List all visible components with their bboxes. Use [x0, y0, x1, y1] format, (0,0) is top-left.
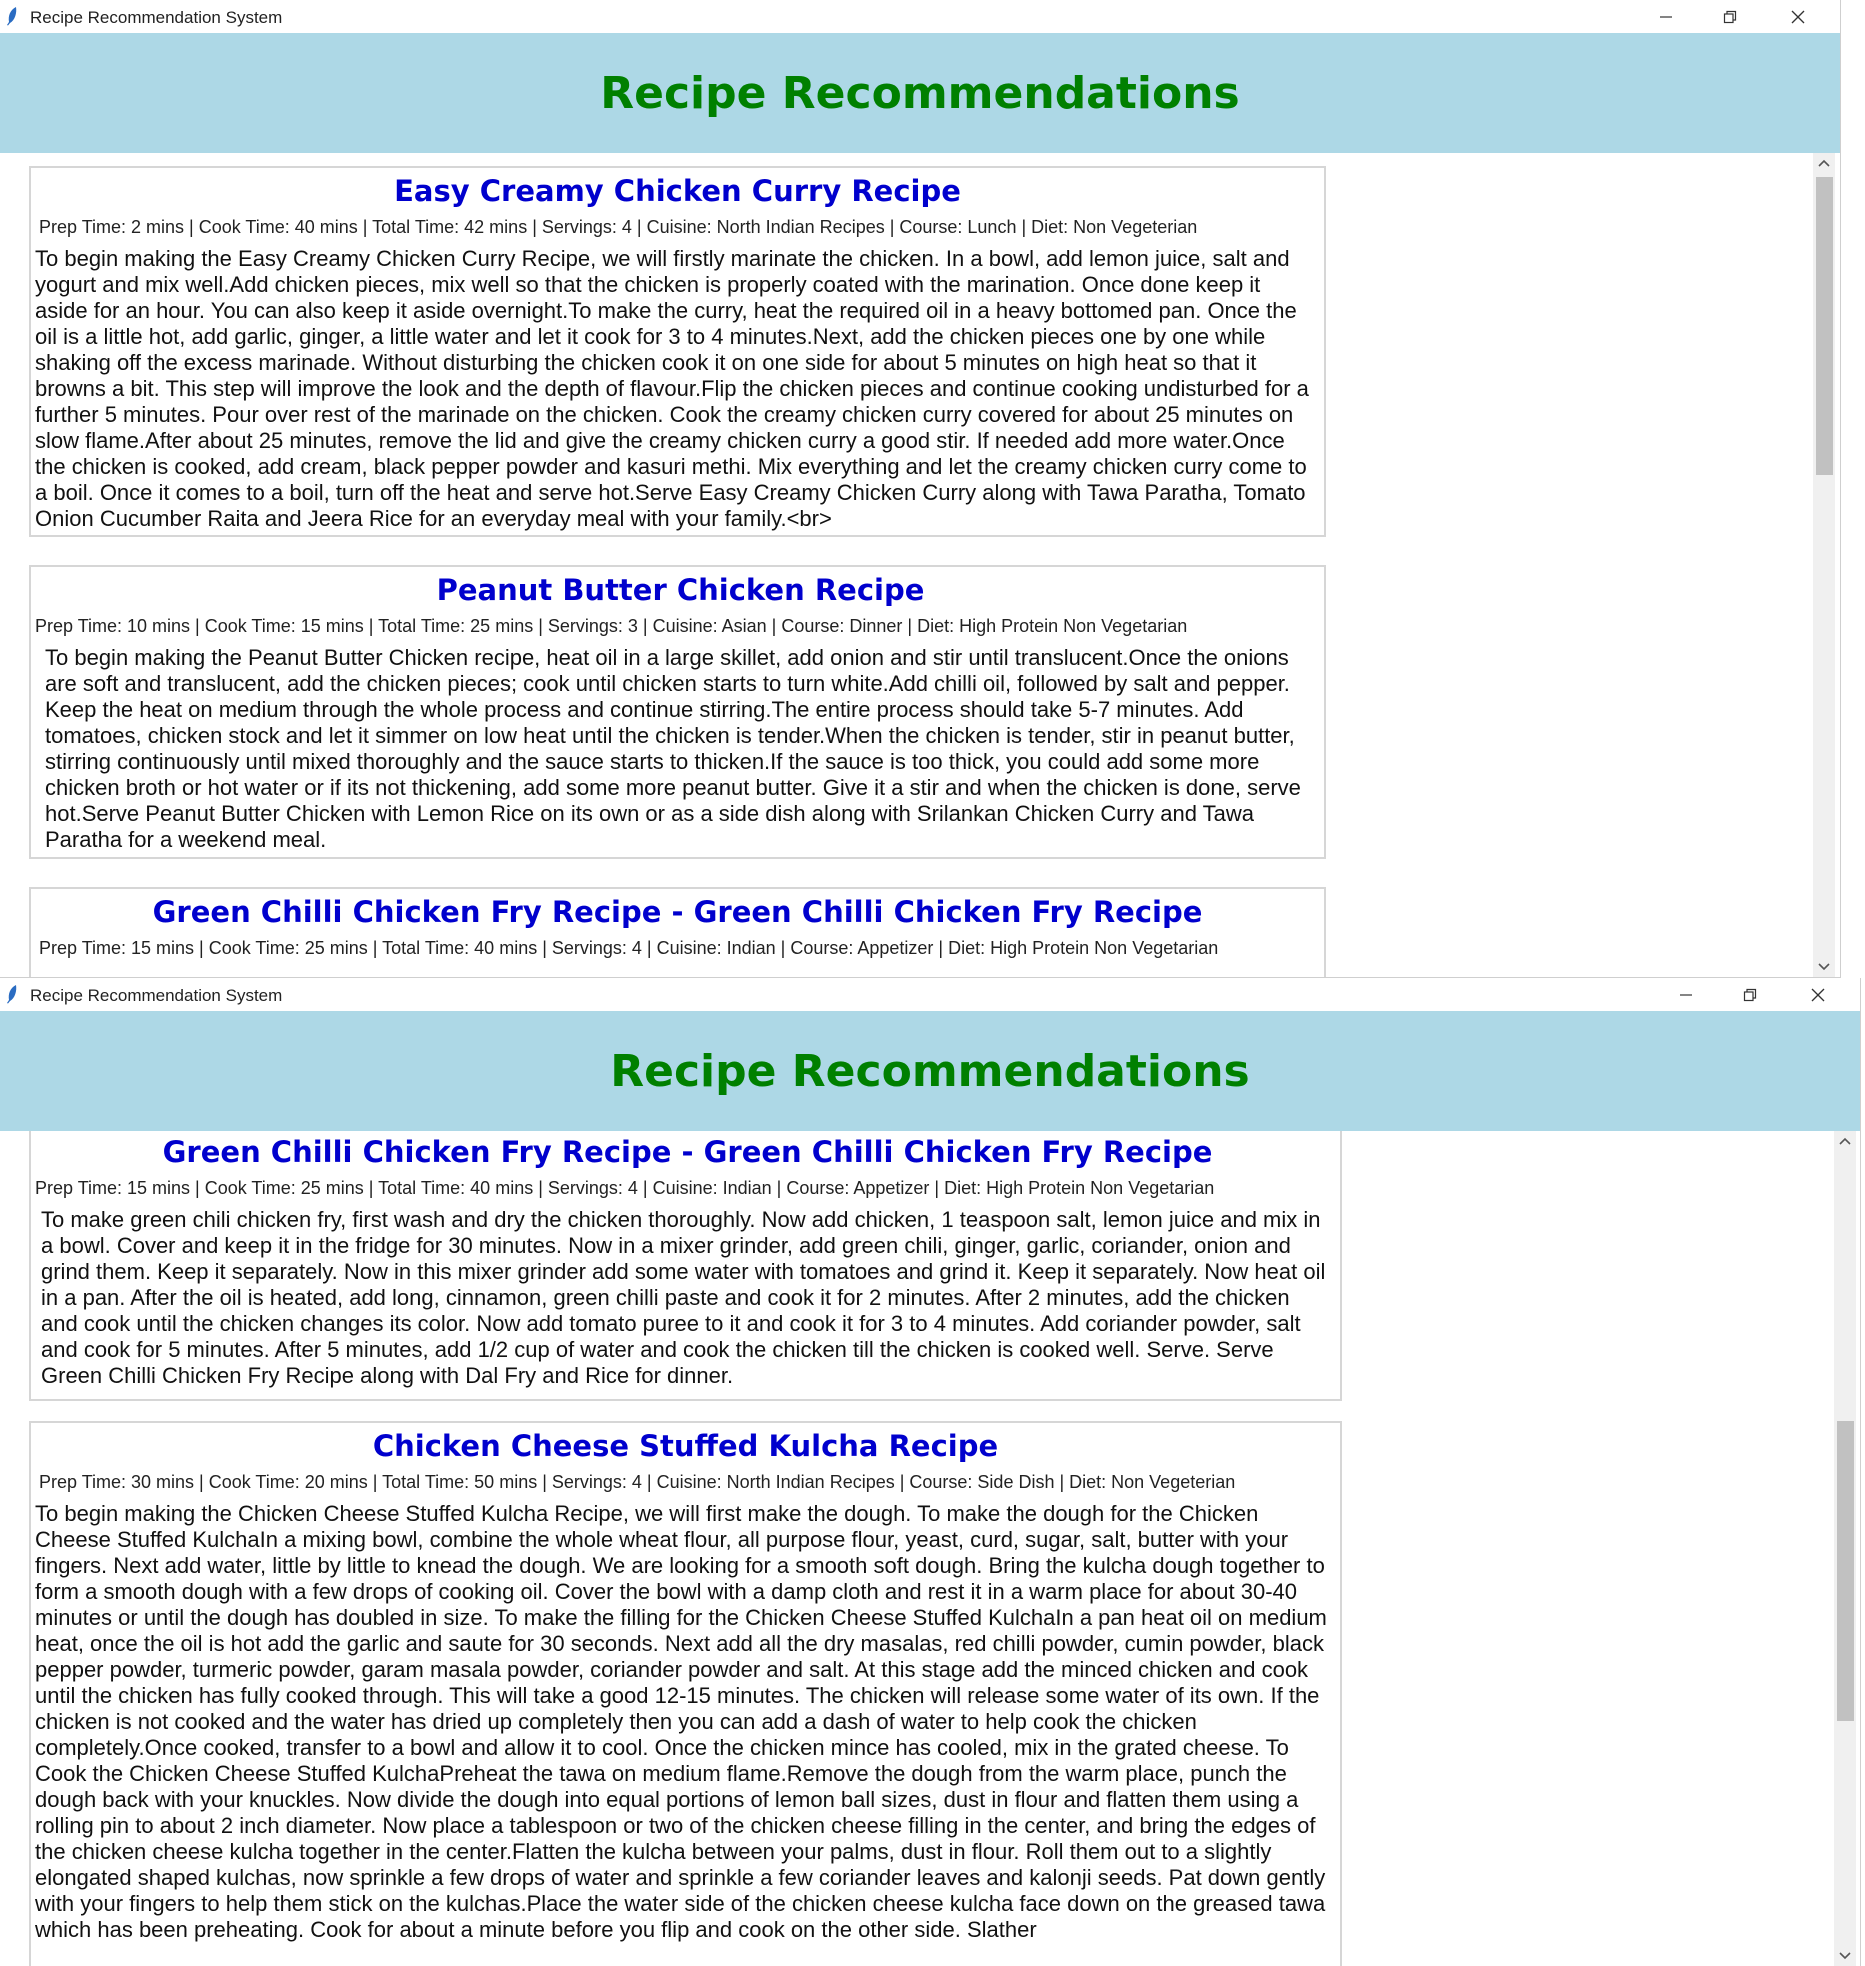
- chevron-down-icon: [1818, 963, 1830, 971]
- title-bar[interactable]: [0, 0, 1840, 33]
- scrollbar-thumb[interactable]: [1837, 1421, 1854, 1721]
- recipe-meta: Prep Time: 2 mins | Cook Time: 40 mins | Total Time: 42 mins | Servings: 4 | Cuisine: North Indian Recipes | Course: Lunch | Diet: Non Vegeterian: [39, 217, 1198, 237]
- restore-icon: [1723, 10, 1737, 24]
- scroll-down-button[interactable]: [1813, 957, 1835, 977]
- feather-icon: [6, 984, 18, 1004]
- recipe-card: [29, 1421, 1342, 1966]
- scroll-down-button[interactable]: [1834, 1946, 1856, 1966]
- recipe-title: Peanut Butter Chicken Recipe: [436, 573, 925, 607]
- chevron-up-icon: [1818, 159, 1830, 167]
- recipe-description: To begin making the Easy Creamy Chicken Curry Recipe, we will firstly marinate the chicken. In a bowl, add lemon juice, salt and yogurt and mix well.Add chicken pieces, mix well so that the chicken is properly coated with the marination. Once done keep it aside for an hour. You can also keep it aside overnight.To make the curry, heat the required oil in a heavy bottomed pan. Once the oil is a little hot, add garlic, ginger, a little water and let it cook for 3 to 4 minutes.Next, add the chicken pieces one by one while shaking off the excess marinade. Without disturbing the chicken cook it on one side for about 5 minutes on high heat so that it browns a bit. This step will improve the look and the depth of flavour.Flip the chicken pieces and continue cooking undisturbed for a further 5 minutes. Pour over rest of the marinade on the chicken. Cook the creamy chicken curry covered for about 25 minutes on slow flame.After about 25 minutes, remove the lid and give the creamy chicken curry a good stir. If needed add more water.Once the chicken is cooked, add cream, black pepper powder and kasuri methi. Mix everything and let the creamy chicken curry come to a boil. Once it comes to a boil, turn off the heat and serve hot.Serve Easy Creamy Chicken Curry along with Tawa Paratha, Tomato Onion Cucumber Raita and Jeera Rice for an everyday meal with your family.<br>: [35, 246, 1309, 531]
- recipe-meta: Prep Time: 10 mins | Cook Time: 15 mins | Total Time: 25 mins | Servings: 3 | Cuisine: Asian | Course: Dinner | Diet: High Protein Non Vegetarian: [35, 616, 1188, 636]
- scroll-up-button[interactable]: [1834, 1131, 1856, 1151]
- vertical-scrollbar[interactable]: [1813, 153, 1835, 977]
- restore-icon: [1743, 988, 1757, 1002]
- recipe-description: To begin making the Peanut Butter Chicken recipe, heat oil in a large skillet, add onion and stir until translucent.Once the onions are soft and translucent, add the chicken pieces; cook until chicken starts to turn white.Add chilli oil, followed by salt and pepper. Keep the heat on medium through the whole process and continue stirring.The entire process should take 5-7 minutes. Add tomatoes, chicken stock and let it simmer on low heat until the chicken is tender.When the chicken is tender, stir in peanut butter, stirring continuously until mixed thoroughly and the sauce starts to thicken.If the sauce is too thick, you could add some more chicken broth or hot water or if its not thickening, add some more peanut butter. Give it a stir and when the chicken is done, serve hot.Serve Peanut Butter Chicken with Lemon Rice on its own or as a side dish along with Srilankan Chicken Curry and Tawa Paratha for a weekend meal.: [45, 645, 1301, 852]
- title-bar[interactable]: [0, 978, 1860, 1011]
- minimize-icon: [1679, 988, 1693, 1002]
- vertical-scrollbar[interactable]: [1834, 1131, 1856, 1966]
- recipe-title: Chicken Cheese Stuffed Kulcha Recipe: [372, 1429, 999, 1463]
- recipe-card: [29, 887, 1326, 977]
- recipe-description: To begin making the Chicken Cheese Stuffed Kulcha Recipe, we will first make the dough. To make the dough for the Chicken Cheese Stuffed KulchaIn a mixing bowl, combine the whole wheat flour, all purpose flour, yeast, curd, sugar, salt, butter with your fingers. Next add water, little by little to knead the dough. We are looking for a smooth soft dough. Bring the kulcha dough together to form a smooth dough with a few drops of cooking oil. Cover the bowl with a damp cloth and rest it in a warm place for about 30-40 minutes or until the dough has doubled in size. To make the filling for the Chicken Cheese Stuffed KulchaIn a pan heat oil on medium heat, once the oil is hot add the garlic and saute for 30 seconds. Next add all the dry masalas, red chilli powder, cumin powder, black pepper powder, turmeric powder, garam masala powder, coriander powder and salt. At this stage add the minced chicken and cook until the chicken has fully cooked through. This will take a good 12-15 minutes. The chicken will release some water of its own. If the chicken is not cooked and the water has dried up completely then you can add a dash of water to help cook the chicken completely.Once cooked, transfer to a bowl and allow it to cool. Once the chicken mince has cooled, mix in the grated cheese. To Cook the Chicken Cheese Stuffed KulchaPreheat the tawa on medium flame.Remove the dough from the warm place, punch the dough back with your knuckles. Now divide the dough into equal portions of lemon ball sizes, dust in flour and flatten them using a rolling pin to about 2 inch diameter. Now place a tablespoon or two of the chicken cheese filling in the center, and bring the edges of the chicken cheese kulcha together in the center.Flatten the kulcha between your palms, dust in flour. Roll them out to a slightly elongated shaped kulchas, now sprinkle a few drops of water and sprinkle a few coriander leaves and kalonji seeds. Pat down gently with your fingers to help them stick on the kulchas.Place the water side of the chicken cheese kulcha face down on the greased tawa which has been preheating. Cook for about a minute before you flip and cook on the other side. Slather: [35, 1501, 1327, 1942]
- scrollbar-thumb[interactable]: [1816, 177, 1833, 475]
- minimize-icon: [1659, 10, 1673, 24]
- page-title: Recipe Recommendations: [610, 1045, 1250, 1097]
- app-window-2: [0, 978, 1861, 1966]
- close-button[interactable]: [1790, 980, 1846, 1010]
- recipe-card: [29, 166, 1326, 537]
- scroll-up-button[interactable]: [1813, 153, 1835, 173]
- header-banner: [0, 1011, 1860, 1131]
- chevron-up-icon: [1839, 1137, 1851, 1145]
- chevron-down-icon: [1839, 1952, 1851, 1960]
- window-title: Recipe Recommendation System: [30, 986, 283, 1005]
- close-icon: [1791, 10, 1805, 24]
- recipe-meta: Prep Time: 15 mins | Cook Time: 25 mins | Total Time: 40 mins | Servings: 4 | Cuisine: Indian | Course: Appetizer | Diet: High Protein Non Vegetarian: [39, 938, 1219, 958]
- page-title: Recipe Recommendations: [600, 67, 1240, 119]
- recipe-title: Easy Creamy Chicken Curry Recipe: [394, 174, 961, 208]
- minimize-button[interactable]: [1638, 2, 1694, 32]
- minimize-button[interactable]: [1658, 980, 1714, 1010]
- recipe-card: [29, 565, 1326, 859]
- header-banner: [0, 33, 1840, 153]
- recipe-meta: Prep Time: 30 mins | Cook Time: 20 mins | Total Time: 50 mins | Servings: 4 | Cuisine: North Indian Recipes | Course: Side Dish | Diet: Non Vegeterian: [39, 1472, 1236, 1492]
- restore-button[interactable]: [1722, 980, 1778, 1010]
- recipe-description: To make green chili chicken fry, first wash and dry the chicken thoroughly. Now add chicken, 1 teaspoon salt, lemon juice and mix in a bowl. Cover and keep it in the fridge for 30 minutes. Now in a mixer grinder, add green chili, ginger, garlic, coriander, onion and grind them. Keep it separately. Now in this mixer grinder add some water with tomatoes and grind it. Keep it separately. Now heat oil in a pan. After the oil is heated, add long, cinnamon, green chilli paste and cook it for 2 minutes. After 2 minutes, add the chicken and cook until the chicken changes its color. Now add tomato puree to it and cook it for 3 to 4 minutes. Add coriander powder, salt and cook for 5 minutes. After 5 minutes, add 1/2 cup of water and cook the chicken till the chicken is cooked well. Serve. Serve Green Chilli Chicken Fry Recipe along with Dal Fry and Rice for dinner.: [41, 1207, 1326, 1388]
- recipe-card: [29, 1131, 1342, 1401]
- recipe-title: Green Chilli Chicken Fry Recipe - Green Chilli Chicken Fry Recipe: [152, 895, 1203, 929]
- recipe-list[interactable]: [0, 153, 1812, 977]
- recipe-list[interactable]: [0, 1131, 1832, 1966]
- recipe-title: Green Chilli Chicken Fry Recipe - Green Chilli Chicken Fry Recipe: [162, 1135, 1213, 1169]
- window-title: Recipe Recommendation System: [30, 8, 283, 27]
- close-icon: [1811, 988, 1825, 1002]
- close-button[interactable]: [1770, 2, 1826, 32]
- restore-button[interactable]: [1702, 2, 1758, 32]
- app-window-1: [0, 0, 1841, 978]
- recipe-meta: Prep Time: 15 mins | Cook Time: 25 mins | Total Time: 40 mins | Servings: 4 | Cuisine: Indian | Course: Appetizer | Diet: High Protein Non Vegetarian: [35, 1178, 1215, 1198]
- feather-icon: [6, 6, 18, 26]
